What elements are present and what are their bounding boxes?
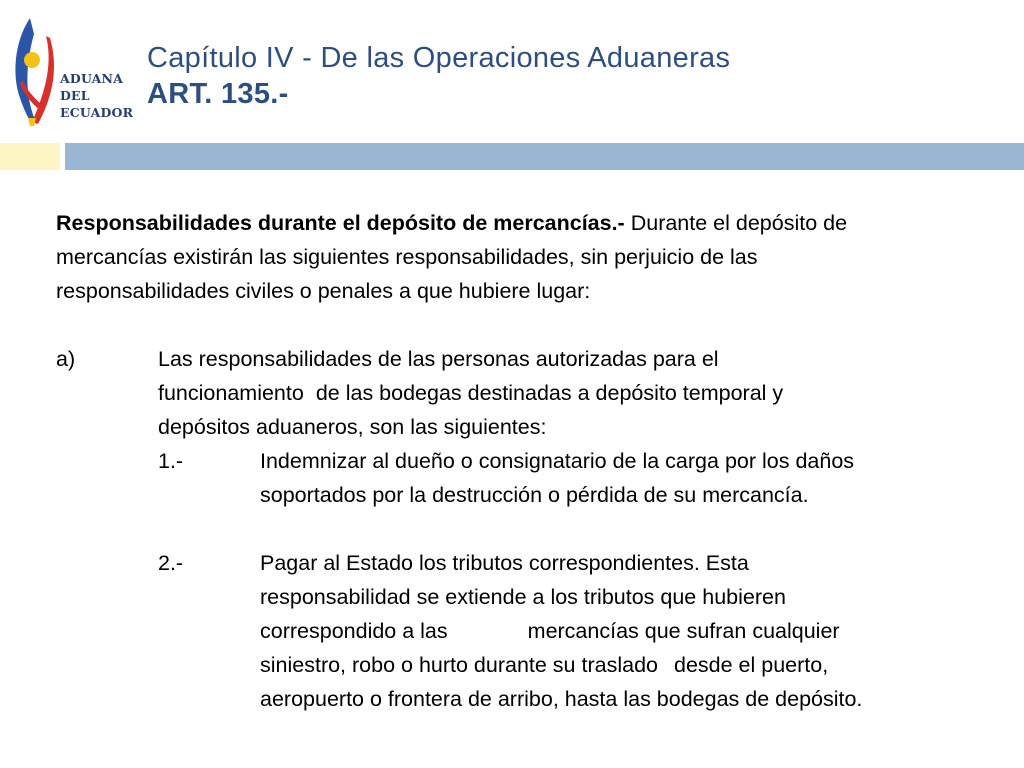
- title-chapter: Capítulo IV - De las Operaciones Aduaneras: [147, 42, 731, 74]
- page-title: [147, 40, 730, 112]
- title-article: ART. 135.-: [147, 78, 289, 110]
- logo-line-1: ADUANA: [60, 71, 124, 86]
- intro-line-3: responsabilidades civiles o penales a que hubiere lugar:: [56, 279, 591, 303]
- logo-line-2: DEL: [60, 88, 90, 103]
- item-a-line-2b: de las bodegas destinadas a depósito temporal y: [315, 381, 784, 405]
- aduana-logo: [8, 14, 138, 132]
- item-a-line-2a: funcionamiento: [158, 381, 304, 405]
- logo-text: [60, 70, 133, 121]
- slide-body: [56, 206, 1006, 716]
- logo-line-3: ECUADOR: [60, 105, 134, 120]
- item-2-line-3a: correspondido a las: [260, 619, 448, 643]
- item-a-line-3: depósitos aduaneros, son las siguientes:: [158, 415, 547, 439]
- item-2-label: 2.-: [158, 551, 184, 575]
- item-a-label: a): [56, 347, 76, 371]
- header-bar-blue: [65, 143, 1024, 170]
- item-a: [56, 342, 1006, 444]
- intro-paragraph: [56, 206, 1006, 308]
- item-1-label: 1.-: [158, 449, 184, 473]
- item-1-line-1: Indemnizar al dueño o consignatario de la carga por los daños: [260, 449, 855, 473]
- item-2-line-5: aeropuerto o frontera de arribo, hasta las bodegas de depósito.: [260, 687, 863, 711]
- item-2-line-3b: mercancías que sufran cualquier: [527, 619, 840, 643]
- intro-line-1: Durante el depósito de: [624, 211, 848, 235]
- item-1: [158, 444, 1006, 512]
- item-1-line-2: soportados por la destrucción o pérdida de su mercancía.: [260, 483, 809, 507]
- item-2-line-1: Pagar al Estado los tributos correspondientes. Esta: [260, 551, 749, 575]
- item-2-line-2: responsabilidad se extiende a los tributos que hubieren: [260, 585, 786, 609]
- item-2-line-4a: siniestro, robo o hurto durante su traslado: [260, 653, 658, 677]
- item-2-line-4b: desde el puerto,: [673, 653, 829, 677]
- intro-heading: Responsabilidades durante el depósito de mercancías.-: [56, 211, 625, 235]
- intro-line-2: mercancías existirán las siguientes responsabilidades, sin perjuicio de las: [56, 245, 758, 269]
- item-2: [158, 546, 1006, 716]
- item-a-line-1: Las responsabilidades de las personas autorizadas para el: [158, 347, 719, 371]
- header-bar-yellow: [0, 143, 60, 170]
